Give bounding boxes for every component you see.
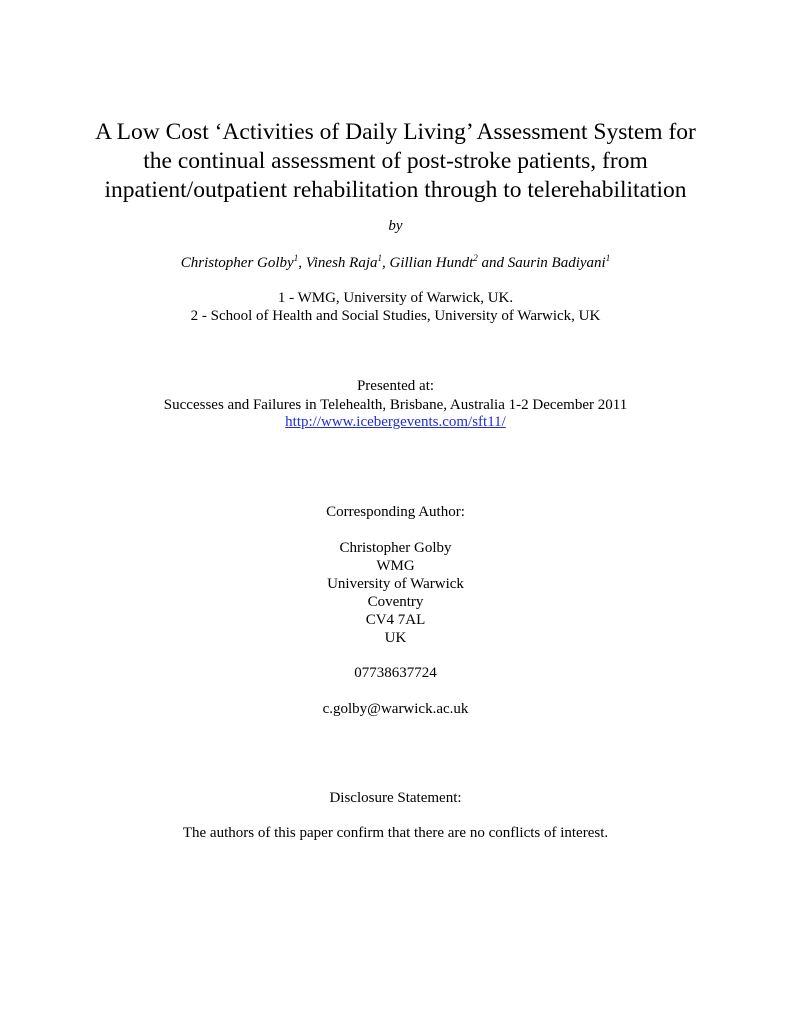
author-list xyxy=(0,254,791,272)
author-separator: and xyxy=(477,255,508,271)
affiliation-2: 2 - School of Health and Social Studies, University of Warwick, UK xyxy=(190,308,601,324)
phone-number: 07738637724 xyxy=(354,665,437,681)
address-line: Coventry xyxy=(367,594,424,610)
address-line: Christopher Golby xyxy=(339,540,452,556)
presented-event: Successes and Failures in Telehealth, Brisbane, Australia 1-2 December 2011 xyxy=(163,397,628,413)
presented-link-row xyxy=(0,413,791,431)
address-line: University of Warwick xyxy=(327,576,464,592)
address-line: WMG xyxy=(376,558,415,574)
event-url-link[interactable]: http://www.icebergevents.com/sft11/ xyxy=(285,414,506,430)
address-line: UK xyxy=(384,630,407,646)
author-name: Saurin Badiyani xyxy=(507,255,606,271)
address-line: CV4 7AL xyxy=(365,612,426,628)
author-name: Vinesh Raja xyxy=(305,255,378,271)
affiliation-mark: 1 xyxy=(605,253,611,263)
paper-title xyxy=(0,118,791,205)
presented-label: Presented at: xyxy=(356,378,435,394)
author-separator: , xyxy=(382,255,390,271)
disclosure-label: Disclosure Statement: xyxy=(329,790,462,806)
author-name: Christopher Golby xyxy=(180,255,294,271)
disclosure-text: The authors of this paper confirm that there are no conflicts of interest. xyxy=(182,825,609,841)
title-line: inpatient/outpatient rehabilitation through to telerehabilitation xyxy=(104,177,687,203)
author-name: Gillian Hundt xyxy=(389,255,474,271)
affiliation-mark: 2 xyxy=(473,253,478,263)
title-line: the continual assessment of post-stroke patients, from xyxy=(143,148,648,174)
affiliation-mark: 1 xyxy=(377,253,383,263)
by-label: by xyxy=(388,218,403,234)
author-separator: , xyxy=(298,255,306,271)
title-line: A Low Cost ‘Activities of Daily Living’ Assessment System for xyxy=(95,119,696,145)
corresponding-label: Corresponding Author: xyxy=(326,504,465,520)
affiliation-mark: 1 xyxy=(293,253,299,263)
email-address: c.golby@warwick.ac.uk xyxy=(322,701,469,717)
affiliation-1: 1 - WMG, University of Warwick, UK. xyxy=(277,290,514,306)
